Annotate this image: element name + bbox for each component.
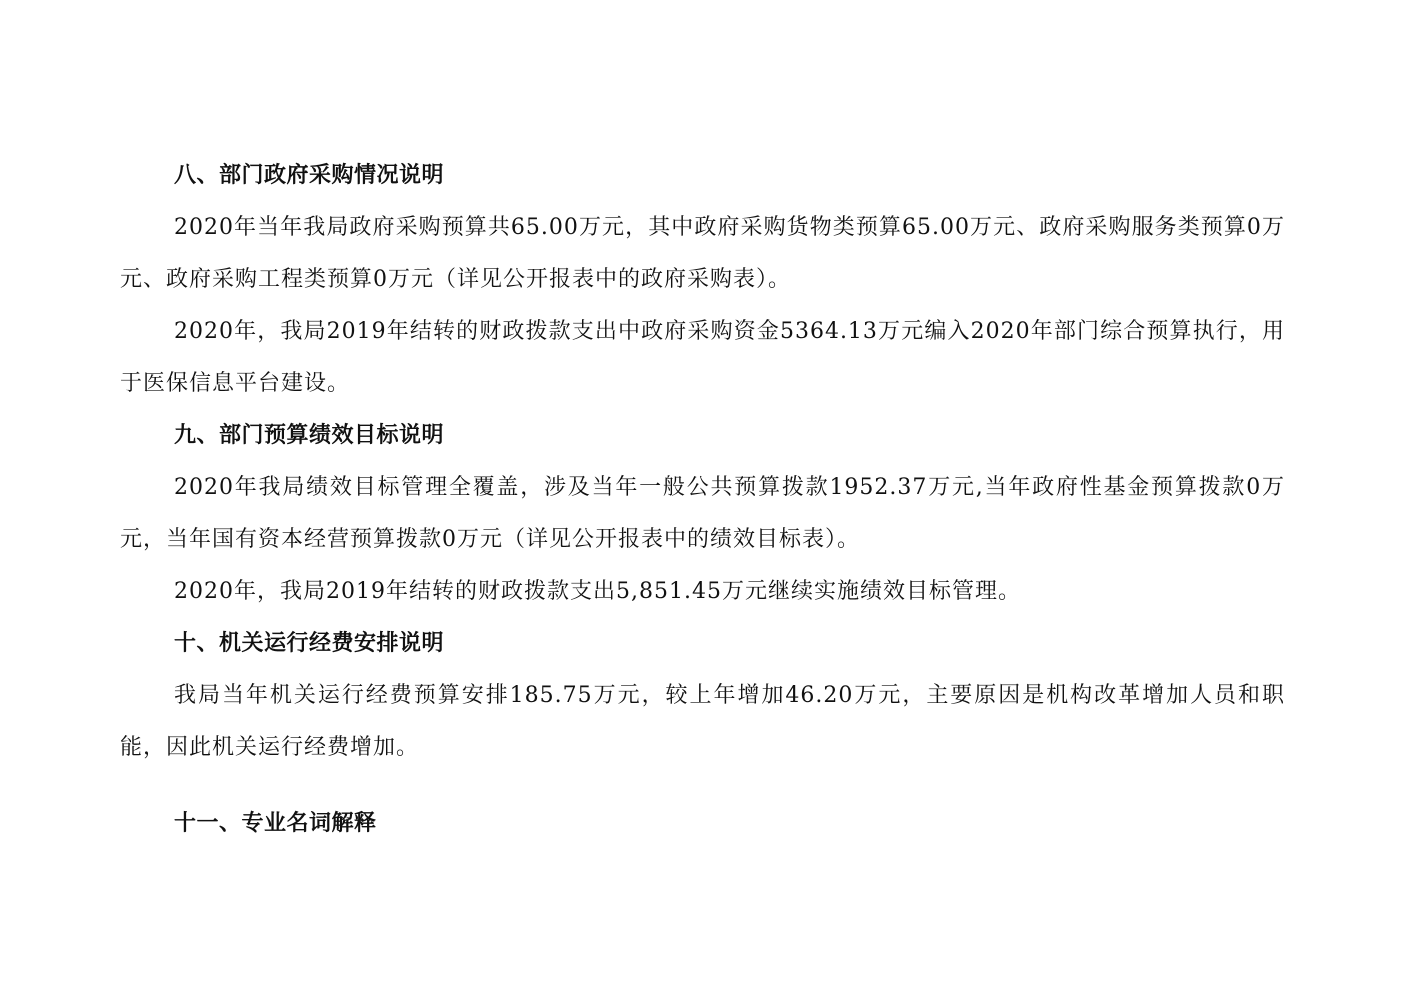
document-body [120, 150, 1285, 850]
performance-paragraph-2: 2020年，我局2019年结转的财政拨款支出5,851.45万元继续实施绩效目标管理。 [174, 579, 1021, 604]
section-heading-performance: 九、部门预算绩效目标说明 [174, 423, 445, 448]
section-heading-procurement: 八、部门政府采购情况说明 [174, 163, 445, 188]
section-spacer [120, 774, 1285, 798]
performance-paragraph-1: 2020年我局绩效目标管理全覆盖，涉及当年一般公共预算拨款1952.37万元,当年政府性基金预算拨款0万元，当年国有资本经营预算拨款0万元（详见公开报表中的绩效目标表）。 [120, 475, 1285, 552]
procurement-paragraph-2: 2020年，我局2019年结转的财政拨款支出中政府采购资金5364.13万元编入2020年部门综合预算执行，用于医保信息平台建设。 [120, 319, 1285, 396]
procurement-paragraph-1: 2020年当年我局政府采购预算共65.00万元，其中政府采购货物类预算65.00万元、政府采购服务类预算0万元、政府采购工程类预算0万元（详见公开报表中的政府采购表）。 [120, 215, 1285, 292]
section-heading-operating-costs: 十、机关运行经费安排说明 [174, 631, 445, 656]
operating-costs-paragraph: 我局当年机关运行经费预算安排185.75万元，较上年增加46.20万元，主要原因是机构改革增加人员和职能，因此机关运行经费增加。 [120, 683, 1285, 760]
section-heading-glossary: 十一、专业名词解释 [174, 811, 377, 836]
